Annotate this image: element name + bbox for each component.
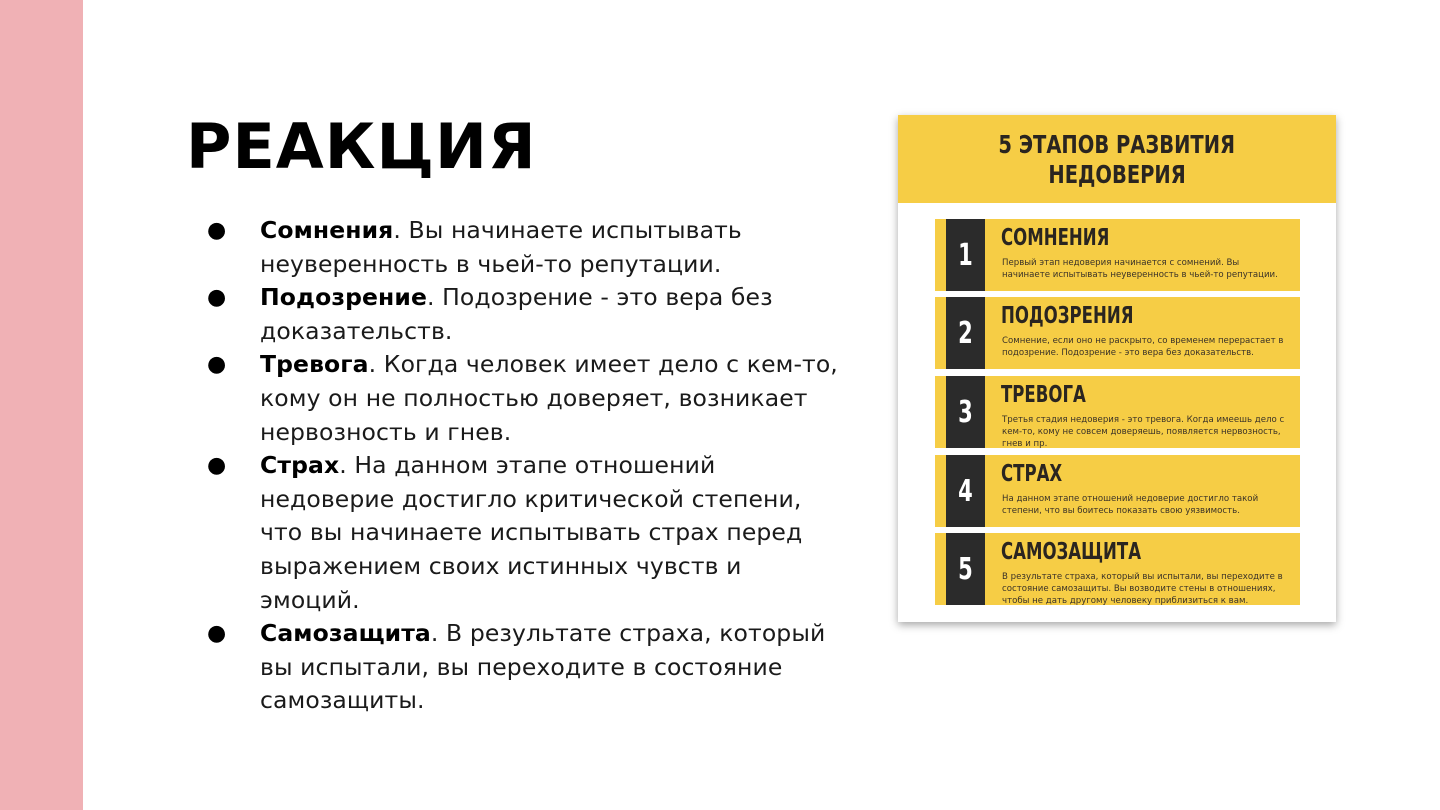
bullet-item xyxy=(205,214,845,281)
stage-number-badge xyxy=(946,297,985,369)
bullet-term: Сомнения xyxy=(260,216,394,244)
bullet-text xyxy=(260,617,845,718)
infographic-header xyxy=(898,115,1336,203)
bullet-term: Тревога xyxy=(260,350,369,379)
slide-title: РЕАКЦИЯ xyxy=(186,110,537,183)
stage-heading: ТРЕВОГА xyxy=(1001,382,1086,408)
bullet-text xyxy=(260,449,845,617)
bullet-dot-icon: ● xyxy=(207,453,227,479)
bullet-item xyxy=(205,348,845,449)
bullet-body: . В результате страха, который вы испытали, вы переходите в состояние самозащиты. xyxy=(260,619,826,715)
bullet-dot-icon: ● xyxy=(207,218,227,243)
infographic-title-line2: НЕДОВЕРИЯ xyxy=(1048,160,1186,189)
bullet-text xyxy=(260,348,845,449)
bullet-body: . Подозрение - это вера без доказательств. xyxy=(260,283,773,345)
stage-card xyxy=(935,455,1300,527)
bullet-body: . Вы начинаете испытывать неуверенность в чьей-то репутации. xyxy=(260,216,742,278)
infographic-title-line1: 5 ЭТАПОВ РАЗВИТИЯ xyxy=(998,130,1236,159)
stage-heading: СОМНЕНИЯ xyxy=(1001,225,1110,251)
bullet-term: Страх xyxy=(260,451,340,480)
stage-number-badge xyxy=(946,455,985,527)
infographic-image xyxy=(898,115,1336,622)
bullet-dot-icon: ● xyxy=(207,285,227,311)
stage-description: В результате страха, который вы испытали, вы переходите в состояние самозащиты. Вы возводите стены в отношениях, чтобы не дать другому человеку приблизиться к вам. xyxy=(1002,572,1283,606)
bullet-dot-icon: ● xyxy=(207,352,227,378)
stage-description: Третья стадия недоверия - это тревога. Когда имеешь дело с кем-то, кому не совсем доверяешь, появляется нервозность, гнев и пр. xyxy=(1002,415,1285,449)
bullet-item xyxy=(205,449,845,617)
bullet-body: . На данном этапе отношений недоверие достигло критической степени, что вы начинаете испытывать страх перед выражением своих истинных чувств и эмоций. xyxy=(260,451,803,614)
accent-bar xyxy=(0,0,83,810)
stage-card xyxy=(935,376,1300,448)
bullet-term: Подозрение xyxy=(260,283,427,312)
bullet-text xyxy=(260,281,845,348)
stage-number: 4 xyxy=(958,473,973,509)
stage-heading: СТРАХ xyxy=(1001,461,1063,487)
stage-card xyxy=(935,297,1300,369)
stage-number: 3 xyxy=(958,394,973,430)
bullet-list xyxy=(205,214,845,718)
stage-card xyxy=(935,533,1300,605)
stage-description: Сомнение, если оно не раскрыто, со временем перерастает в подозрение. Подозрение - это вера без доказательств. xyxy=(1002,336,1284,358)
stage-description: Первый этап недоверия начинается с сомнений. Вы начинаете испытывать неуверенность в чьей-то репутации. xyxy=(1002,258,1278,280)
stage-heading: ПОДОЗРЕНИЯ xyxy=(1001,303,1134,329)
stage-number-badge xyxy=(946,219,985,291)
bullet-item xyxy=(205,281,845,348)
stage-number: 2 xyxy=(958,315,973,351)
bullet-text xyxy=(260,214,845,281)
stage-number-badge xyxy=(946,376,985,448)
stage-description: На данном этапе отношений недоверие достигло такой степени, что вы боитесь показать свою уязвимость. xyxy=(1002,494,1259,516)
stage-heading: САМОЗАЩИТА xyxy=(1001,539,1142,565)
stage-number: 1 xyxy=(958,237,973,273)
bullet-dot-icon: ● xyxy=(207,621,227,647)
stage-number: 5 xyxy=(958,551,973,587)
bullet-term: Самозащита xyxy=(260,619,431,648)
bullet-body: . Когда человек имеет дело с кем-то, кому он не полностью доверяет, возникает нервозность и гнев. xyxy=(260,350,838,446)
stage-number-badge xyxy=(946,533,985,605)
stage-card xyxy=(935,219,1300,291)
bullet-item xyxy=(205,617,845,718)
